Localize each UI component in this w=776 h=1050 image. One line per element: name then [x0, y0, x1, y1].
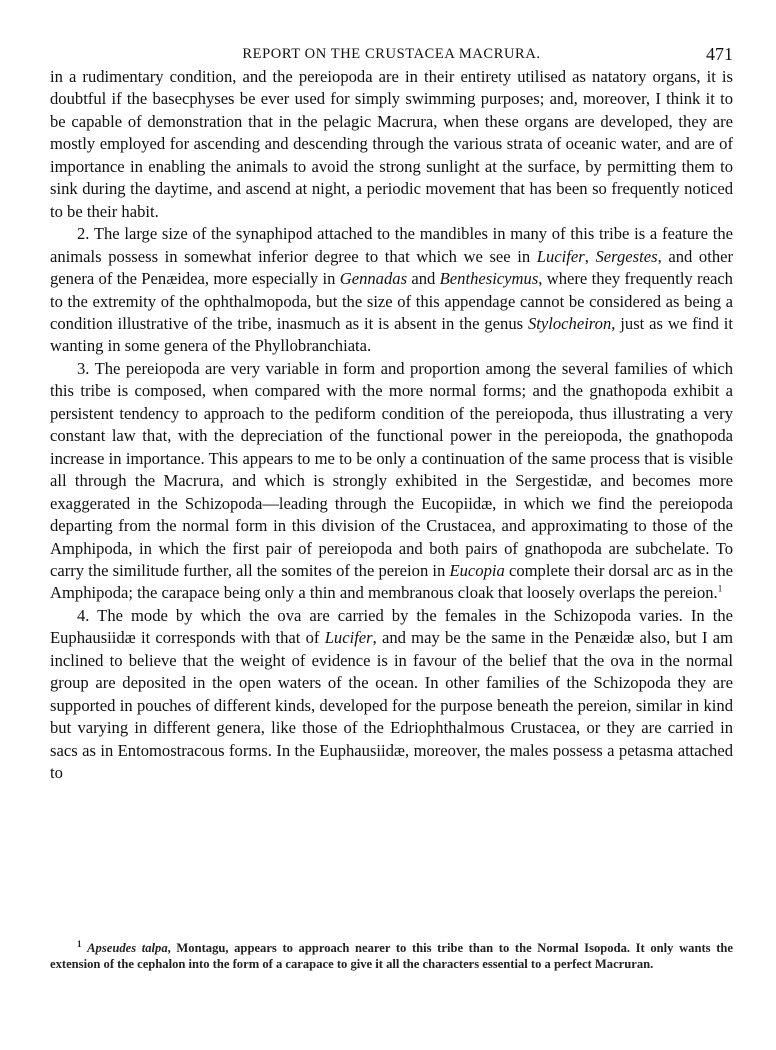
text-run: 4. The mode by which the ova are carried by the females in the Schizopoda varies. In the Euphausiidæ it corresponds with that of — [50, 605, 733, 648]
text-run: in a rudimentary condition, and the pereiopoda are in their entirety utilised as natatory organs, it is doubtful if the basecphyses be ever used for simply swimming purposes; and, moreover, I think it to be capable of demonstration that in the pelagic Macrura, when these organs are developed, they are mostly employed for ascending and descending through the various strata of oceanic water, and are of importance in enabling the animals to avoid the strong sunlight at the surface, by permitting them to sink during the daytime, and ascend at night, a periodic movement that has been so frequently noticed to be their habit. — [50, 67, 733, 221]
text-run: and — [407, 269, 440, 289]
italic-taxon-name: Sergestes — [595, 246, 658, 266]
paragraph-3-pereiopoda — [50, 358, 733, 605]
italic-taxon-name: Apseudes talpa — [87, 941, 168, 955]
text-run: , where they frequently reach to the extremity of the ophthalmopoda, but the size of this appendage cannot be considered as being a condition illustrative of the tribe, inasmuch as it is absent in the genus — [50, 269, 733, 333]
body-text — [50, 66, 733, 785]
text-run: , and may be the same in the Penæidæ also, but I am inclined to believe that the weight of evidence is in favour of the belief that the ova in the normal group are deposited in the open waters of the ocean. In other families of the Schizopoda they are supported in pouches of different kinds, developed for the purpose beneath the pereion, similar in kind but varying in different genera, like those of the Edriophthalmous Crustacea, or they are carried in sacs as in Entomostracous forms. In the Euphausiidæ, moreover, the males possess a petasma attached to — [50, 628, 734, 783]
running-title: REPORT ON THE CRUSTACEA MACRURA. — [242, 46, 541, 62]
text-run: 3. The pereiopoda are very variable in form and proportion among the several families of which this tribe is composed, when compared with the more normal forms; and the gnathopoda exhibit a persistent tendency to approach to the pediform condition of the pereiopoda, thus illustrating a very constant law that, with the depreciation of the functional power in the pereiopoda, the gnathopoda increase in importance. This appears to me to be only a continuation of the same process that is visible all through the Macrura, and which is strongly exhibited in the Sergestidæ, and becomes more exaggerated in the Schizopoda—leading through the Eucopiidæ, in which we find the pereiopoda departing from the normal form in this division of the Crustacea, and approximating to those of the Amphipoda, in which the first pair of pereiopoda and both pairs of gnathopoda are subchelate. To carry the similitude further, all the somites of the pereion in — [50, 358, 733, 580]
running-head — [50, 44, 733, 66]
paragraph-4-ova — [50, 605, 733, 785]
text-run: , and other genera of the Penæidea, more especially in — [50, 246, 734, 289]
italic-taxon-name: Eucopia — [449, 560, 505, 580]
footnote-marker: 1 — [717, 583, 723, 594]
paragraph-continuation — [50, 66, 733, 223]
text-run: complete their dorsal arc as in the Amphipoda; the carapace being only a thin and membranous cloak that loosely overlaps the pereion. — [50, 560, 734, 603]
paragraph-2-synaphipod — [50, 223, 733, 358]
text-run: , — [584, 246, 596, 266]
text-run: 2. The large size of the synaphipod attached to the mandibles in many of this tribe is a feature the animals possess in somewhat inferior degree to that which we see in — [50, 224, 733, 266]
italic-taxon-name: Lucifer — [536, 246, 585, 266]
page-number: 471 — [706, 44, 733, 64]
footnote-marker: 1 — [77, 938, 82, 949]
italic-taxon-name: Benthesicymus — [439, 269, 539, 289]
footnotes — [50, 938, 733, 972]
text-run: , just as we find it wanting in some genera of the Phyllobranchiata. — [50, 313, 733, 356]
italic-taxon-name: Lucifer — [324, 628, 373, 648]
italic-taxon-name: Gennadas — [339, 269, 408, 289]
italic-taxon-name: Stylocheiron — [527, 313, 612, 333]
text-run: , Montagu, appears to approach nearer to this tribe than to the Normal Isopoda. It only wants the extension of the cephalon into the form of a carapace to give it all the characters essential to a perfect Macruran. — [50, 941, 733, 971]
footnote-1 — [50, 938, 733, 972]
